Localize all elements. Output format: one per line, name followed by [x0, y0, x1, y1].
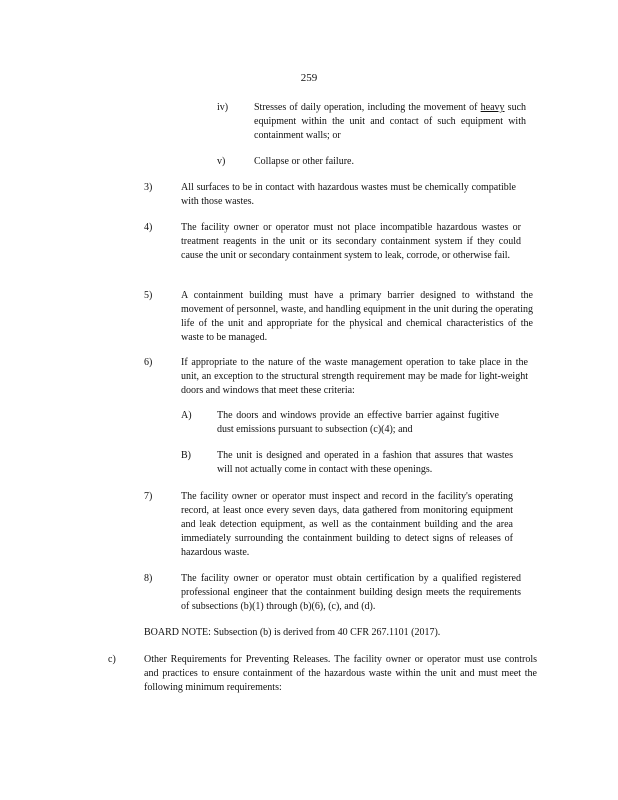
- item-6-label: 6): [144, 357, 153, 368]
- item-6-text: If appropriate to the nature of the waste management operation to take place in the unit, an exception to the structural strength requirement may be made for light-weight doors and windows that meet these criteria:: [181, 357, 528, 396]
- item-4-label: 4): [144, 222, 153, 233]
- section-c-label: c): [108, 654, 116, 665]
- item-5-label: 5): [144, 290, 153, 301]
- section-c-body: The facility owner or operator must use controls and practices to ensure containment of the hazardous waste within the unit and must meet the following minimum requirements:: [144, 654, 537, 693]
- item-v-text: Collapse or other failure.: [254, 156, 354, 167]
- item-3-text: All surfaces to be in contact with hazardous wastes must be chemically compatible with those wastes.: [181, 182, 516, 207]
- item-A-label: A): [181, 410, 192, 421]
- item-iv-label: iv): [217, 102, 229, 113]
- board-note: BOARD NOTE: Subsection (b) is derived from 40 CFR 267.1101 (2017).: [144, 627, 441, 638]
- item-B-text: The unit is designed and operated in a fashion that assures that wastes will not actually come in contact with these openings.: [217, 450, 513, 475]
- item-4-text: The facility owner or operator must not place incompatible hazardous wastes or treatment reagents in the unit or its secondary containment system if they could cause the unit or secondary containment system to leak, corrode, or otherwise fail.: [181, 222, 521, 261]
- page-number: 259: [300, 72, 318, 84]
- item-v-label: v): [217, 156, 226, 167]
- item-8-label: 8): [144, 573, 153, 584]
- item-iv-text-post: such equipment within the unit and contact of such equipment with containment walls; or: [254, 102, 527, 141]
- section-c-heading: Other Requirements for Preventing Releases.: [144, 654, 331, 665]
- item-iv-text: [254, 101, 526, 143]
- item-5-text: A containment building must have a primary barrier designed to withstand the movement of personnel, waste, and handling equipment in the unit during the operating life of the unit and appropriate for the physical and chemical characteristics of the waste to be managed.: [181, 290, 533, 343]
- item-A-text: The doors and windows provide an effective barrier against fugitive dust emissions pursuant to subsection (c)(4); and: [217, 410, 499, 435]
- item-iv-text-pre: Stresses of daily operation, including the movement of: [254, 102, 478, 113]
- item-8-text: The facility owner or operator must obtain certification by a qualified registered professional engineer that the containment building design meets the requirements of subsections (b)(1) through (b)(6), (c), and (d).: [181, 573, 521, 612]
- item-B-label: B): [181, 450, 191, 461]
- item-7-label: 7): [144, 491, 153, 502]
- item-iv-heavy: heavy: [480, 102, 505, 113]
- item-3-label: 3): [144, 182, 153, 193]
- section-c-text: [144, 653, 537, 695]
- item-7-text: The facility owner or operator must inspect and record in the facility's operating record, at least once every seven days, data gathered from monitoring equipment and leak detection equipment, as well as the containment building and the area immediately surrounding the containment building to detect signs of releases of hazardous waste.: [181, 491, 513, 558]
